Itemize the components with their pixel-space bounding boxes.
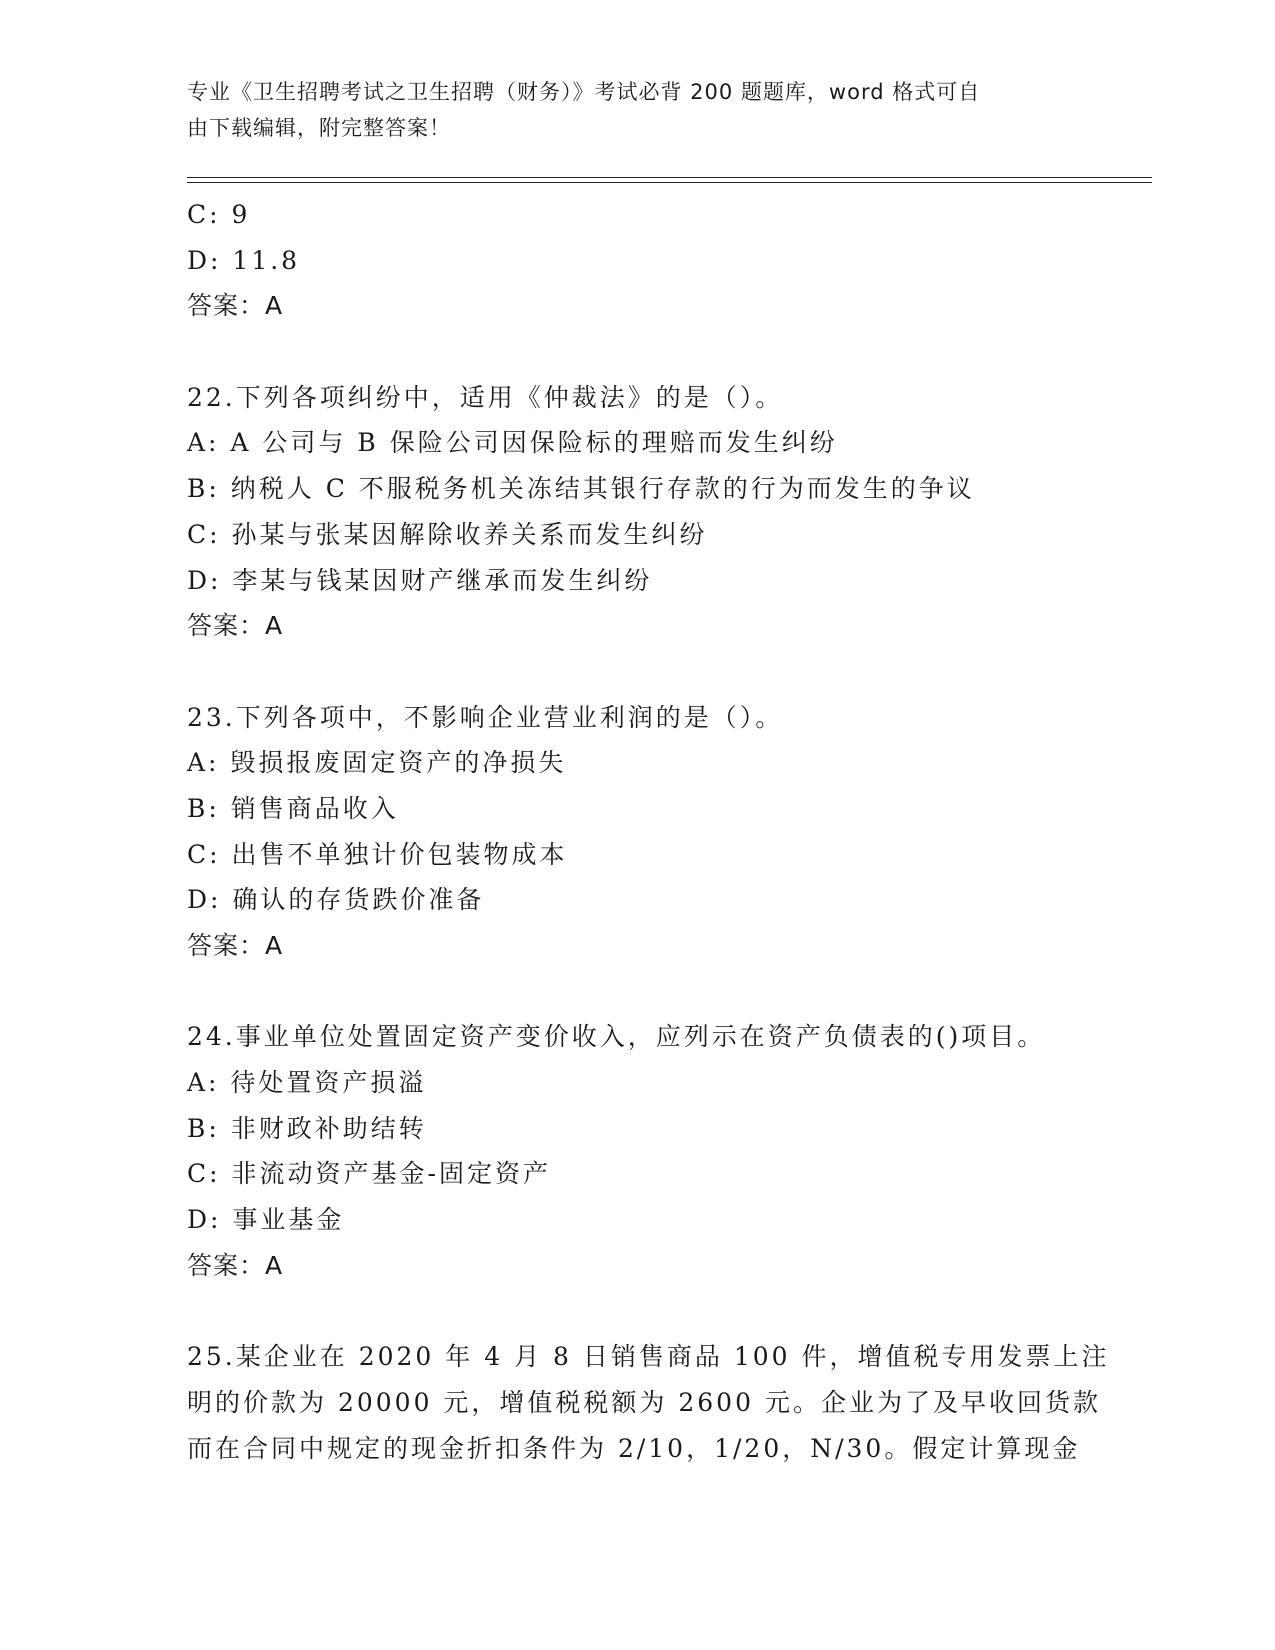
spacer	[187, 649, 1087, 695]
answer-line: 答案：A	[187, 611, 284, 641]
option-line: C: 出售不单独计价包装物成本	[187, 839, 568, 869]
header-rule-bottom	[187, 182, 1152, 183]
question-stem: 22.下列各项纠纷中，适用《仲裁法》的是（）。	[187, 382, 784, 412]
question-25	[187, 1334, 1110, 1471]
header-line-1: 专业《卫生招聘考试之卫生招聘（财务）》考试必背 200 题题库，word 格式可自	[187, 80, 981, 104]
document-body	[187, 192, 1110, 1471]
spacer	[187, 1289, 1087, 1335]
option-line: A: 毁损报废固定资产的净损失	[187, 748, 567, 778]
option-line: D: 李某与钱某因财产继承而发生纠纷	[187, 565, 653, 595]
option-line: C: 非流动资产基金-固定资产	[187, 1159, 551, 1189]
answer-line: 答案：A	[187, 931, 284, 960]
question-stem: 明的价款为 20000 元，增值税税额为 2600 元。企业为了及早收回货款	[187, 1387, 1101, 1417]
question-stem: 24.事业单位处置固定资产变价收入，应列示在资产负债表的()项目。	[187, 1022, 1046, 1052]
option-line: B: 非财政补助结转	[187, 1113, 427, 1143]
spacer	[187, 969, 1087, 1015]
option-line: C: 9	[187, 200, 251, 229]
header-rule-top	[187, 177, 1152, 178]
question-stem: 25.某企业在 2020 年 4 月 8 日销售商品 100 件，增值税专用发票上注	[187, 1342, 1110, 1372]
option-line: B: 纳税人 C 不服税务机关冻结其银行存款的行为而发生的争议	[187, 474, 975, 504]
answer-line: 答案：A	[187, 291, 284, 321]
option-line: D: 确认的存货跌价准备	[187, 885, 485, 915]
option-line: D: 事业基金	[187, 1205, 345, 1235]
answer-line: 答案：A	[187, 1250, 284, 1280]
question-23	[187, 695, 1087, 969]
spacer	[187, 329, 1087, 375]
header-line-2: 由下载编辑，附完整答案！	[187, 116, 451, 140]
option-line: A: 待处置资产损溢	[187, 1068, 427, 1098]
option-line: A: A 公司与 B 保险公司因保险标的理赔而发生纠纷	[187, 428, 838, 458]
question-stem: 23.下列各项中，不影响企业营业利润的是（）。	[187, 702, 784, 732]
question-24	[187, 1014, 1087, 1288]
question-stem: 而在合同中规定的现金折扣条件为 2/10，1/20，N/30。假定计算现金	[187, 1433, 1081, 1463]
option-line: B: 销售商品收入	[187, 793, 399, 823]
question-22	[187, 375, 1087, 649]
option-line: D: 11.8	[187, 245, 301, 275]
question-21-tail	[187, 192, 1087, 329]
option-line: C: 孙某与张某因解除收养关系而发生纠纷	[187, 519, 708, 549]
page-header	[187, 74, 1067, 146]
